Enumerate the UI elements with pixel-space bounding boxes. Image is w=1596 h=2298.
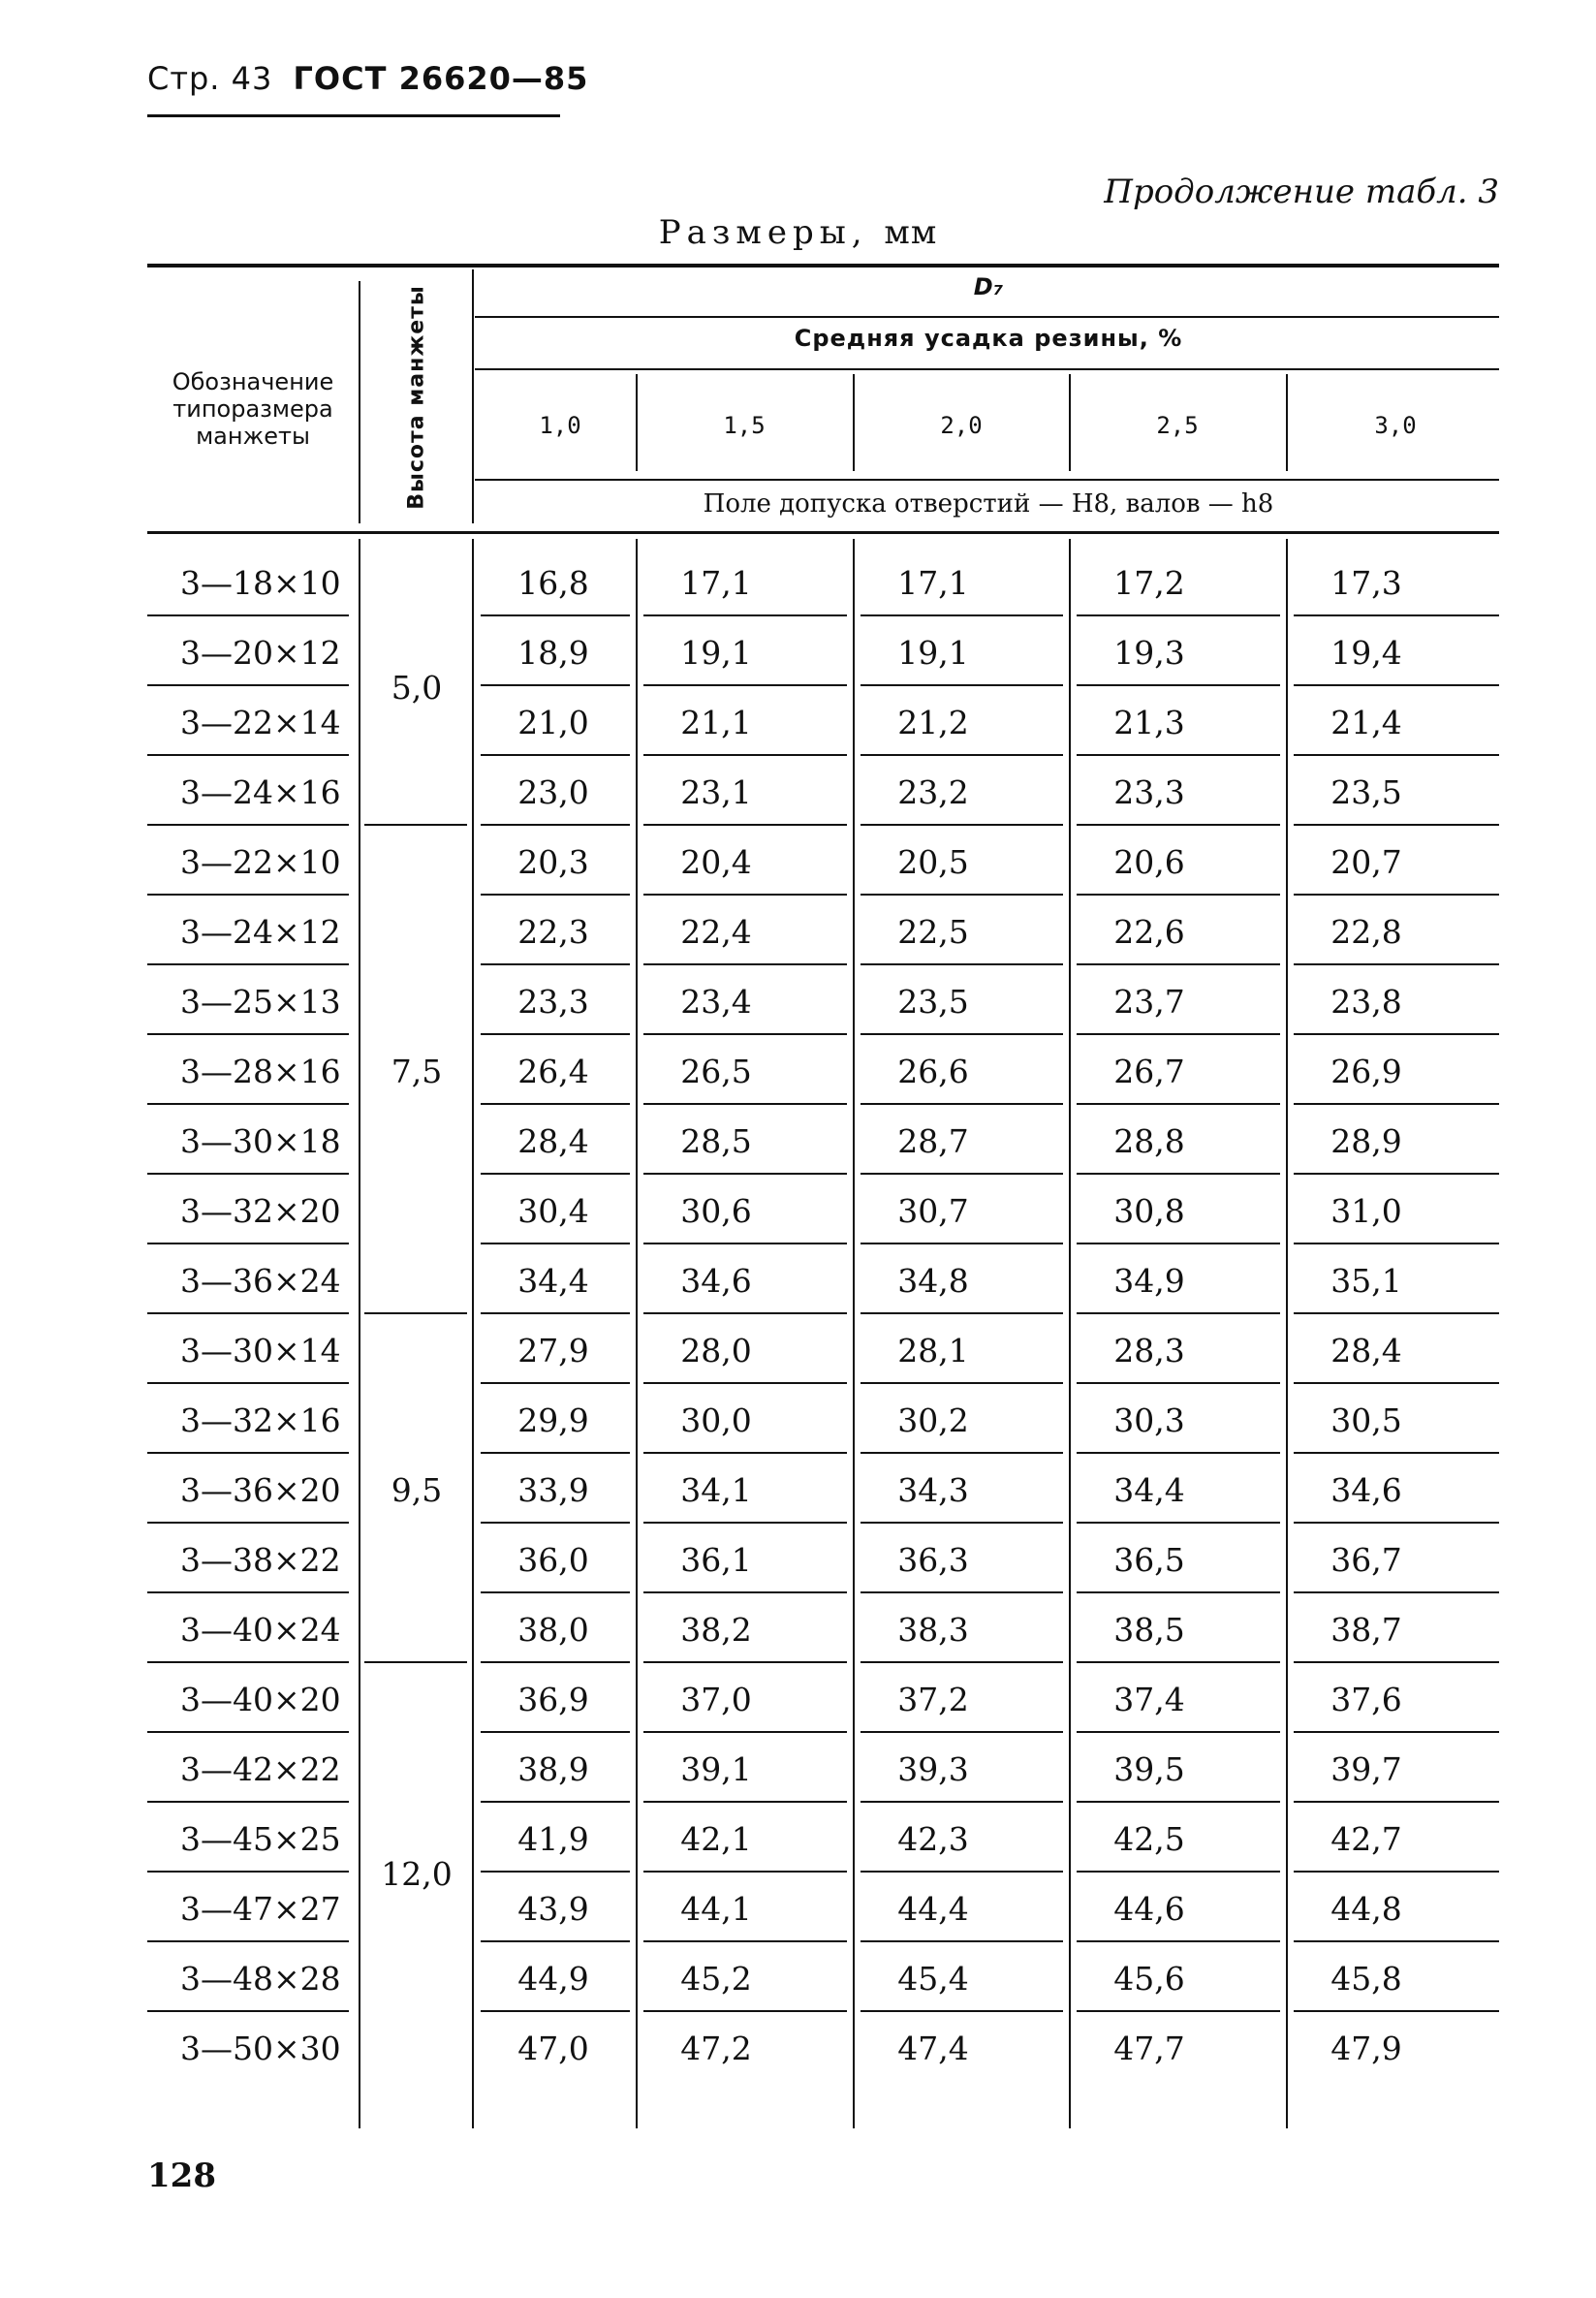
value-cell: 34,6 xyxy=(680,1262,752,1300)
row-rule xyxy=(147,1940,349,1942)
row-rule xyxy=(861,614,1063,616)
row-rule xyxy=(861,1940,1063,1942)
value-cell: 42,3 xyxy=(897,1820,969,1858)
height-cell: 5,0 xyxy=(391,669,443,707)
body-divider-4 xyxy=(853,539,855,2128)
designation-cell: 3—40×20 xyxy=(180,1681,341,1718)
row-rule xyxy=(481,963,630,965)
row-rule xyxy=(1294,1871,1499,1873)
row-rule xyxy=(1077,614,1280,616)
header-divider-1 xyxy=(359,281,360,523)
header-rule xyxy=(147,114,560,117)
value-cell: 37,4 xyxy=(1113,1681,1185,1718)
value-cell: 47,7 xyxy=(1113,2030,1185,2067)
height-group-rule xyxy=(364,1661,467,1663)
value-cell: 42,7 xyxy=(1330,1820,1402,1858)
designation-cell: 3—28×16 xyxy=(180,1053,341,1090)
value-cell: 28,0 xyxy=(680,1332,752,1369)
value-cell: 39,3 xyxy=(897,1750,969,1788)
body-divider-3 xyxy=(636,539,638,2128)
value-cell: 22,5 xyxy=(897,913,969,951)
value-cell: 43,9 xyxy=(517,1890,589,1928)
value-cell: 34,9 xyxy=(1113,1262,1185,1300)
value-cell: 30,2 xyxy=(897,1401,969,1439)
row-rule xyxy=(481,614,630,616)
row-rule xyxy=(643,1452,847,1454)
row-rule xyxy=(1294,1103,1499,1105)
value-cell: 28,8 xyxy=(1113,1122,1185,1160)
value-cell: 23,3 xyxy=(1113,773,1185,811)
value-cell: 34,4 xyxy=(517,1262,589,1300)
value-cell: 38,7 xyxy=(1330,1611,1402,1649)
designation-cell: 3—32×16 xyxy=(180,1401,341,1439)
row-rule xyxy=(643,1661,847,1663)
value-cell: 30,8 xyxy=(1113,1192,1185,1230)
value-cell: 23,5 xyxy=(897,983,969,1021)
value-cell: 29,9 xyxy=(517,1401,589,1439)
value-cell: 44,6 xyxy=(1113,1890,1185,1928)
caption-title: Размеры, xyxy=(658,213,868,252)
row-rule xyxy=(1294,1522,1499,1524)
row-rule xyxy=(861,1661,1063,1663)
designation-cell: 3—50×30 xyxy=(180,2030,341,2067)
value-cell: 30,6 xyxy=(680,1192,752,1230)
row-rule xyxy=(643,1312,847,1314)
row-rule xyxy=(1077,824,1280,826)
value-cell: 39,1 xyxy=(680,1750,752,1788)
percent-divider-4 xyxy=(1286,374,1288,471)
height-cell: 12,0 xyxy=(381,1855,453,1893)
designation-cell: 3—24×16 xyxy=(180,773,341,811)
header-bottom-rule xyxy=(147,531,1499,534)
row-rule xyxy=(147,1103,349,1105)
row-rule xyxy=(643,1103,847,1105)
row-rule xyxy=(481,824,630,826)
value-cell: 22,8 xyxy=(1330,913,1402,951)
value-cell: 21,2 xyxy=(897,704,969,741)
body-divider-1 xyxy=(359,539,360,2128)
value-cell: 20,3 xyxy=(517,843,589,881)
row-rule xyxy=(1077,1033,1280,1035)
value-cell: 30,4 xyxy=(517,1192,589,1230)
value-cell: 28,4 xyxy=(1330,1332,1402,1369)
value-cell: 34,4 xyxy=(1113,1471,1185,1509)
row-rule xyxy=(1077,2010,1280,2012)
row-rule xyxy=(147,754,349,756)
row-rule xyxy=(1077,1243,1280,1244)
row-rule xyxy=(147,1382,349,1384)
designation-cell: 3—32×20 xyxy=(180,1192,341,1230)
designation-header: Обозначение типоразмера манжеты xyxy=(172,368,334,450)
row-rule xyxy=(481,1522,630,1524)
value-cell: 31,0 xyxy=(1330,1192,1402,1230)
row-rule xyxy=(643,1591,847,1593)
row-rule xyxy=(861,754,1063,756)
row-rule xyxy=(643,1871,847,1873)
value-cell: 38,2 xyxy=(680,1611,752,1649)
value-cell: 47,2 xyxy=(680,2030,752,2067)
row-rule xyxy=(147,1522,349,1524)
row-rule xyxy=(861,2010,1063,2012)
row-rule xyxy=(1077,1940,1280,1942)
table-top-rule xyxy=(147,264,1499,268)
row-rule xyxy=(1077,1312,1280,1314)
standard-label: ГОСТ 26620—85 xyxy=(293,60,589,97)
row-rule xyxy=(481,1103,630,1105)
shrinkage-value: 3,0 xyxy=(1374,412,1417,439)
row-rule xyxy=(861,1243,1063,1244)
designation-cell: 3—45×25 xyxy=(180,1820,341,1858)
value-cell: 19,4 xyxy=(1330,634,1402,672)
row-rule xyxy=(643,1033,847,1035)
value-cell: 47,0 xyxy=(517,2030,589,2067)
height-group-rule xyxy=(364,1312,467,1314)
value-cell: 28,1 xyxy=(897,1332,969,1369)
value-cell: 23,1 xyxy=(680,773,752,811)
value-cell: 17,1 xyxy=(897,564,969,602)
value-cell: 22,6 xyxy=(1113,913,1185,951)
row-rule xyxy=(1077,894,1280,896)
row-rule xyxy=(861,894,1063,896)
designation-cell: 3—40×24 xyxy=(180,1611,341,1649)
value-cell: 23,0 xyxy=(517,773,589,811)
designation-cell: 3—48×28 xyxy=(180,1960,341,1998)
value-cell: 21,1 xyxy=(680,704,752,741)
value-cell: 33,9 xyxy=(517,1471,589,1509)
value-cell: 37,2 xyxy=(897,1681,969,1718)
header-divider-2 xyxy=(472,269,474,523)
row-rule xyxy=(861,1731,1063,1733)
row-rule xyxy=(481,1033,630,1035)
value-cell: 37,0 xyxy=(680,1681,752,1718)
row-rule xyxy=(1294,1243,1499,1244)
designation-cell: 3—36×24 xyxy=(180,1262,341,1300)
value-cell: 39,7 xyxy=(1330,1750,1402,1788)
value-cell: 47,9 xyxy=(1330,2030,1402,2067)
value-cell: 39,5 xyxy=(1113,1750,1185,1788)
value-cell: 45,4 xyxy=(897,1960,969,1998)
row-rule xyxy=(481,1382,630,1384)
row-rule xyxy=(147,1033,349,1035)
row-rule xyxy=(1294,1033,1499,1035)
row-rule xyxy=(147,1731,349,1733)
value-cell: 36,9 xyxy=(517,1681,589,1718)
row-rule xyxy=(1294,1801,1499,1803)
row-rule xyxy=(147,1661,349,1663)
value-cell: 37,6 xyxy=(1330,1681,1402,1718)
row-rule xyxy=(1077,1522,1280,1524)
row-rule xyxy=(1077,1452,1280,1454)
shrinkage-value: 2,0 xyxy=(940,412,983,439)
row-rule xyxy=(481,1731,630,1733)
height-group-rule xyxy=(364,824,467,826)
row-rule xyxy=(861,1871,1063,1873)
row-rule xyxy=(861,1801,1063,1803)
value-cell: 30,3 xyxy=(1113,1401,1185,1439)
designation-cell: 3—18×10 xyxy=(180,564,341,602)
designation-cell: 3—30×14 xyxy=(180,1332,341,1369)
value-cell: 30,7 xyxy=(897,1192,969,1230)
body-divider-5 xyxy=(1069,539,1071,2128)
row-rule xyxy=(643,1940,847,1942)
row-rule xyxy=(1294,963,1499,965)
row-rule xyxy=(643,684,847,686)
designation-cell: 3—42×22 xyxy=(180,1750,341,1788)
row-rule xyxy=(643,894,847,896)
row-rule xyxy=(861,963,1063,965)
row-rule xyxy=(1077,1731,1280,1733)
row-rule xyxy=(481,1801,630,1803)
row-rule xyxy=(147,1591,349,1593)
value-cell: 38,0 xyxy=(517,1611,589,1649)
value-cell: 28,7 xyxy=(897,1122,969,1160)
row-rule xyxy=(643,614,847,616)
d7-header: D₇ xyxy=(973,273,1004,300)
row-rule xyxy=(1077,1382,1280,1384)
value-cell: 27,9 xyxy=(517,1332,589,1369)
row-rule xyxy=(643,754,847,756)
row-rule xyxy=(643,963,847,965)
row-rule xyxy=(861,1382,1063,1384)
row-rule xyxy=(481,1871,630,1873)
row-rule xyxy=(481,1312,630,1314)
value-cell: 20,5 xyxy=(897,843,969,881)
value-cell: 16,8 xyxy=(517,564,589,602)
row-rule xyxy=(1077,684,1280,686)
row-rule xyxy=(147,1801,349,1803)
value-cell: 23,4 xyxy=(680,983,752,1021)
value-cell: 20,6 xyxy=(1113,843,1185,881)
row-rule xyxy=(1294,1661,1499,1663)
value-cell: 36,1 xyxy=(680,1541,752,1579)
row-rule xyxy=(861,824,1063,826)
row-rule xyxy=(861,1591,1063,1593)
row-rule xyxy=(147,684,349,686)
row-rule xyxy=(1294,754,1499,756)
row-rule xyxy=(1294,1940,1499,1942)
value-cell: 45,8 xyxy=(1330,1960,1402,1998)
value-cell: 21,0 xyxy=(517,704,589,741)
value-cell: 44,1 xyxy=(680,1890,752,1928)
row-rule xyxy=(147,1173,349,1175)
row-rule xyxy=(481,684,630,686)
value-cell: 42,1 xyxy=(680,1820,752,1858)
row-rule xyxy=(1077,754,1280,756)
row-rule xyxy=(1294,1173,1499,1175)
value-cell: 19,1 xyxy=(680,634,752,672)
row-rule xyxy=(147,1452,349,1454)
value-cell: 22,4 xyxy=(680,913,752,951)
value-cell: 38,5 xyxy=(1113,1611,1185,1649)
row-rule xyxy=(1077,1871,1280,1873)
table-continuation: Продолжение табл. 3 xyxy=(1104,173,1499,211)
row-rule xyxy=(643,1801,847,1803)
shrinkage-value: 1,0 xyxy=(539,412,581,439)
row-rule xyxy=(481,1243,630,1244)
designation-cell: 3—24×12 xyxy=(180,913,341,951)
value-cell: 26,5 xyxy=(680,1053,752,1090)
value-cell: 44,4 xyxy=(897,1890,969,1928)
value-cell: 28,5 xyxy=(680,1122,752,1160)
value-cell: 30,5 xyxy=(1330,1401,1402,1439)
row-rule xyxy=(147,1871,349,1873)
row-rule xyxy=(861,1522,1063,1524)
row-rule xyxy=(643,1731,847,1733)
designation-cell: 3—36×20 xyxy=(180,1471,341,1509)
value-cell: 38,3 xyxy=(897,1611,969,1649)
row-rule xyxy=(481,1452,630,1454)
value-cell: 35,1 xyxy=(1330,1262,1402,1300)
height-header: Высота манжеты xyxy=(404,285,429,510)
value-cell: 17,1 xyxy=(680,564,752,602)
row-rule xyxy=(481,2010,630,2012)
designation-cell: 3—22×14 xyxy=(180,704,341,741)
row-rule xyxy=(1294,824,1499,826)
value-cell: 26,4 xyxy=(517,1053,589,1090)
percent-rule xyxy=(475,479,1499,481)
value-cell: 23,7 xyxy=(1113,983,1185,1021)
row-rule xyxy=(147,2010,349,2012)
row-rule xyxy=(1077,1103,1280,1105)
value-cell: 47,4 xyxy=(897,2030,969,2067)
value-cell: 23,2 xyxy=(897,773,969,811)
designation-cell: 3—20×12 xyxy=(180,634,341,672)
row-rule xyxy=(1294,684,1499,686)
value-cell: 21,4 xyxy=(1330,704,1402,741)
body-divider-2 xyxy=(472,539,474,2128)
value-cell: 30,0 xyxy=(680,1401,752,1439)
value-cell: 36,7 xyxy=(1330,1541,1402,1579)
designation-cell: 3—47×27 xyxy=(180,1890,341,1928)
designation-cell: 3—25×13 xyxy=(180,983,341,1021)
row-rule xyxy=(481,1591,630,1593)
d7-rule xyxy=(475,316,1499,318)
row-rule xyxy=(1294,894,1499,896)
row-rule xyxy=(481,1173,630,1175)
row-rule xyxy=(1294,1382,1499,1384)
body-divider-6 xyxy=(1286,539,1288,2128)
row-rule xyxy=(1077,1801,1280,1803)
row-rule xyxy=(861,1103,1063,1105)
value-cell: 23,5 xyxy=(1330,773,1402,811)
row-rule xyxy=(643,1522,847,1524)
row-rule xyxy=(481,894,630,896)
value-cell: 34,1 xyxy=(680,1471,752,1509)
value-cell: 20,4 xyxy=(680,843,752,881)
value-cell: 41,9 xyxy=(517,1820,589,1858)
row-rule xyxy=(1077,1591,1280,1593)
row-rule xyxy=(643,2010,847,2012)
row-rule xyxy=(1294,1312,1499,1314)
row-rule xyxy=(147,1243,349,1244)
value-cell: 22,3 xyxy=(517,913,589,951)
row-rule xyxy=(1077,1661,1280,1663)
value-cell: 38,9 xyxy=(517,1750,589,1788)
page-number: 128 xyxy=(147,2156,216,2195)
height-cell: 7,5 xyxy=(391,1053,443,1090)
row-rule xyxy=(1077,963,1280,965)
value-cell: 17,3 xyxy=(1330,564,1402,602)
caption-unit: мм xyxy=(884,213,938,252)
value-cell: 28,3 xyxy=(1113,1332,1185,1369)
value-cell: 44,8 xyxy=(1330,1890,1402,1928)
row-rule xyxy=(1294,2010,1499,2012)
value-cell: 36,5 xyxy=(1113,1541,1185,1579)
designation-cell: 3—38×22 xyxy=(180,1541,341,1579)
row-rule xyxy=(643,1173,847,1175)
row-rule xyxy=(861,1033,1063,1035)
value-cell: 42,5 xyxy=(1113,1820,1185,1858)
value-cell: 26,9 xyxy=(1330,1053,1402,1090)
value-cell: 34,3 xyxy=(897,1471,969,1509)
value-cell: 34,6 xyxy=(1330,1471,1402,1509)
height-cell: 9,5 xyxy=(391,1471,443,1509)
value-cell: 26,7 xyxy=(1113,1053,1185,1090)
value-cell: 44,9 xyxy=(517,1960,589,1998)
row-rule xyxy=(643,824,847,826)
row-rule xyxy=(1294,1731,1499,1733)
tolerance-header: Поле допуска отверстий — H8, валов — h8 xyxy=(703,489,1274,519)
value-cell: 19,1 xyxy=(897,634,969,672)
row-rule xyxy=(481,1661,630,1663)
row-rule xyxy=(147,963,349,965)
value-cell: 28,9 xyxy=(1330,1122,1402,1160)
value-cell: 45,6 xyxy=(1113,1960,1185,1998)
row-rule xyxy=(861,1452,1063,1454)
row-rule xyxy=(147,894,349,896)
row-rule xyxy=(643,1382,847,1384)
value-cell: 36,0 xyxy=(517,1541,589,1579)
value-cell: 28,4 xyxy=(517,1122,589,1160)
row-rule xyxy=(1294,614,1499,616)
row-rule xyxy=(861,1173,1063,1175)
value-cell: 18,9 xyxy=(517,634,589,672)
value-cell: 45,2 xyxy=(680,1960,752,1998)
row-rule xyxy=(861,1312,1063,1314)
value-cell: 36,3 xyxy=(897,1541,969,1579)
row-rule xyxy=(147,1312,349,1314)
row-rule xyxy=(481,754,630,756)
shrinkage-header: Средняя усадка резины, % xyxy=(794,325,1183,352)
designation-cell: 3—30×18 xyxy=(180,1122,341,1160)
table-caption xyxy=(0,213,1596,252)
row-rule xyxy=(1294,1452,1499,1454)
row-rule xyxy=(147,824,349,826)
value-cell: 21,3 xyxy=(1113,704,1185,741)
row-rule xyxy=(643,1243,847,1244)
value-cell: 19,3 xyxy=(1113,634,1185,672)
page-label: Стр. 43 xyxy=(147,60,273,97)
value-cell: 34,8 xyxy=(897,1262,969,1300)
row-rule xyxy=(1077,1173,1280,1175)
row-rule xyxy=(1294,1591,1499,1593)
row-rule xyxy=(861,684,1063,686)
designation-cell: 3—22×10 xyxy=(180,843,341,881)
value-cell: 23,8 xyxy=(1330,983,1402,1021)
row-rule xyxy=(147,614,349,616)
value-cell: 23,3 xyxy=(517,983,589,1021)
row-rule xyxy=(481,1940,630,1942)
shrinkage-rule xyxy=(475,368,1499,370)
shrinkage-value: 1,5 xyxy=(723,412,766,439)
value-cell: 26,6 xyxy=(897,1053,969,1090)
page-header xyxy=(147,60,588,97)
value-cell: 17,2 xyxy=(1113,564,1185,602)
shrinkage-value: 2,5 xyxy=(1156,412,1199,439)
value-cell: 20,7 xyxy=(1330,843,1402,881)
